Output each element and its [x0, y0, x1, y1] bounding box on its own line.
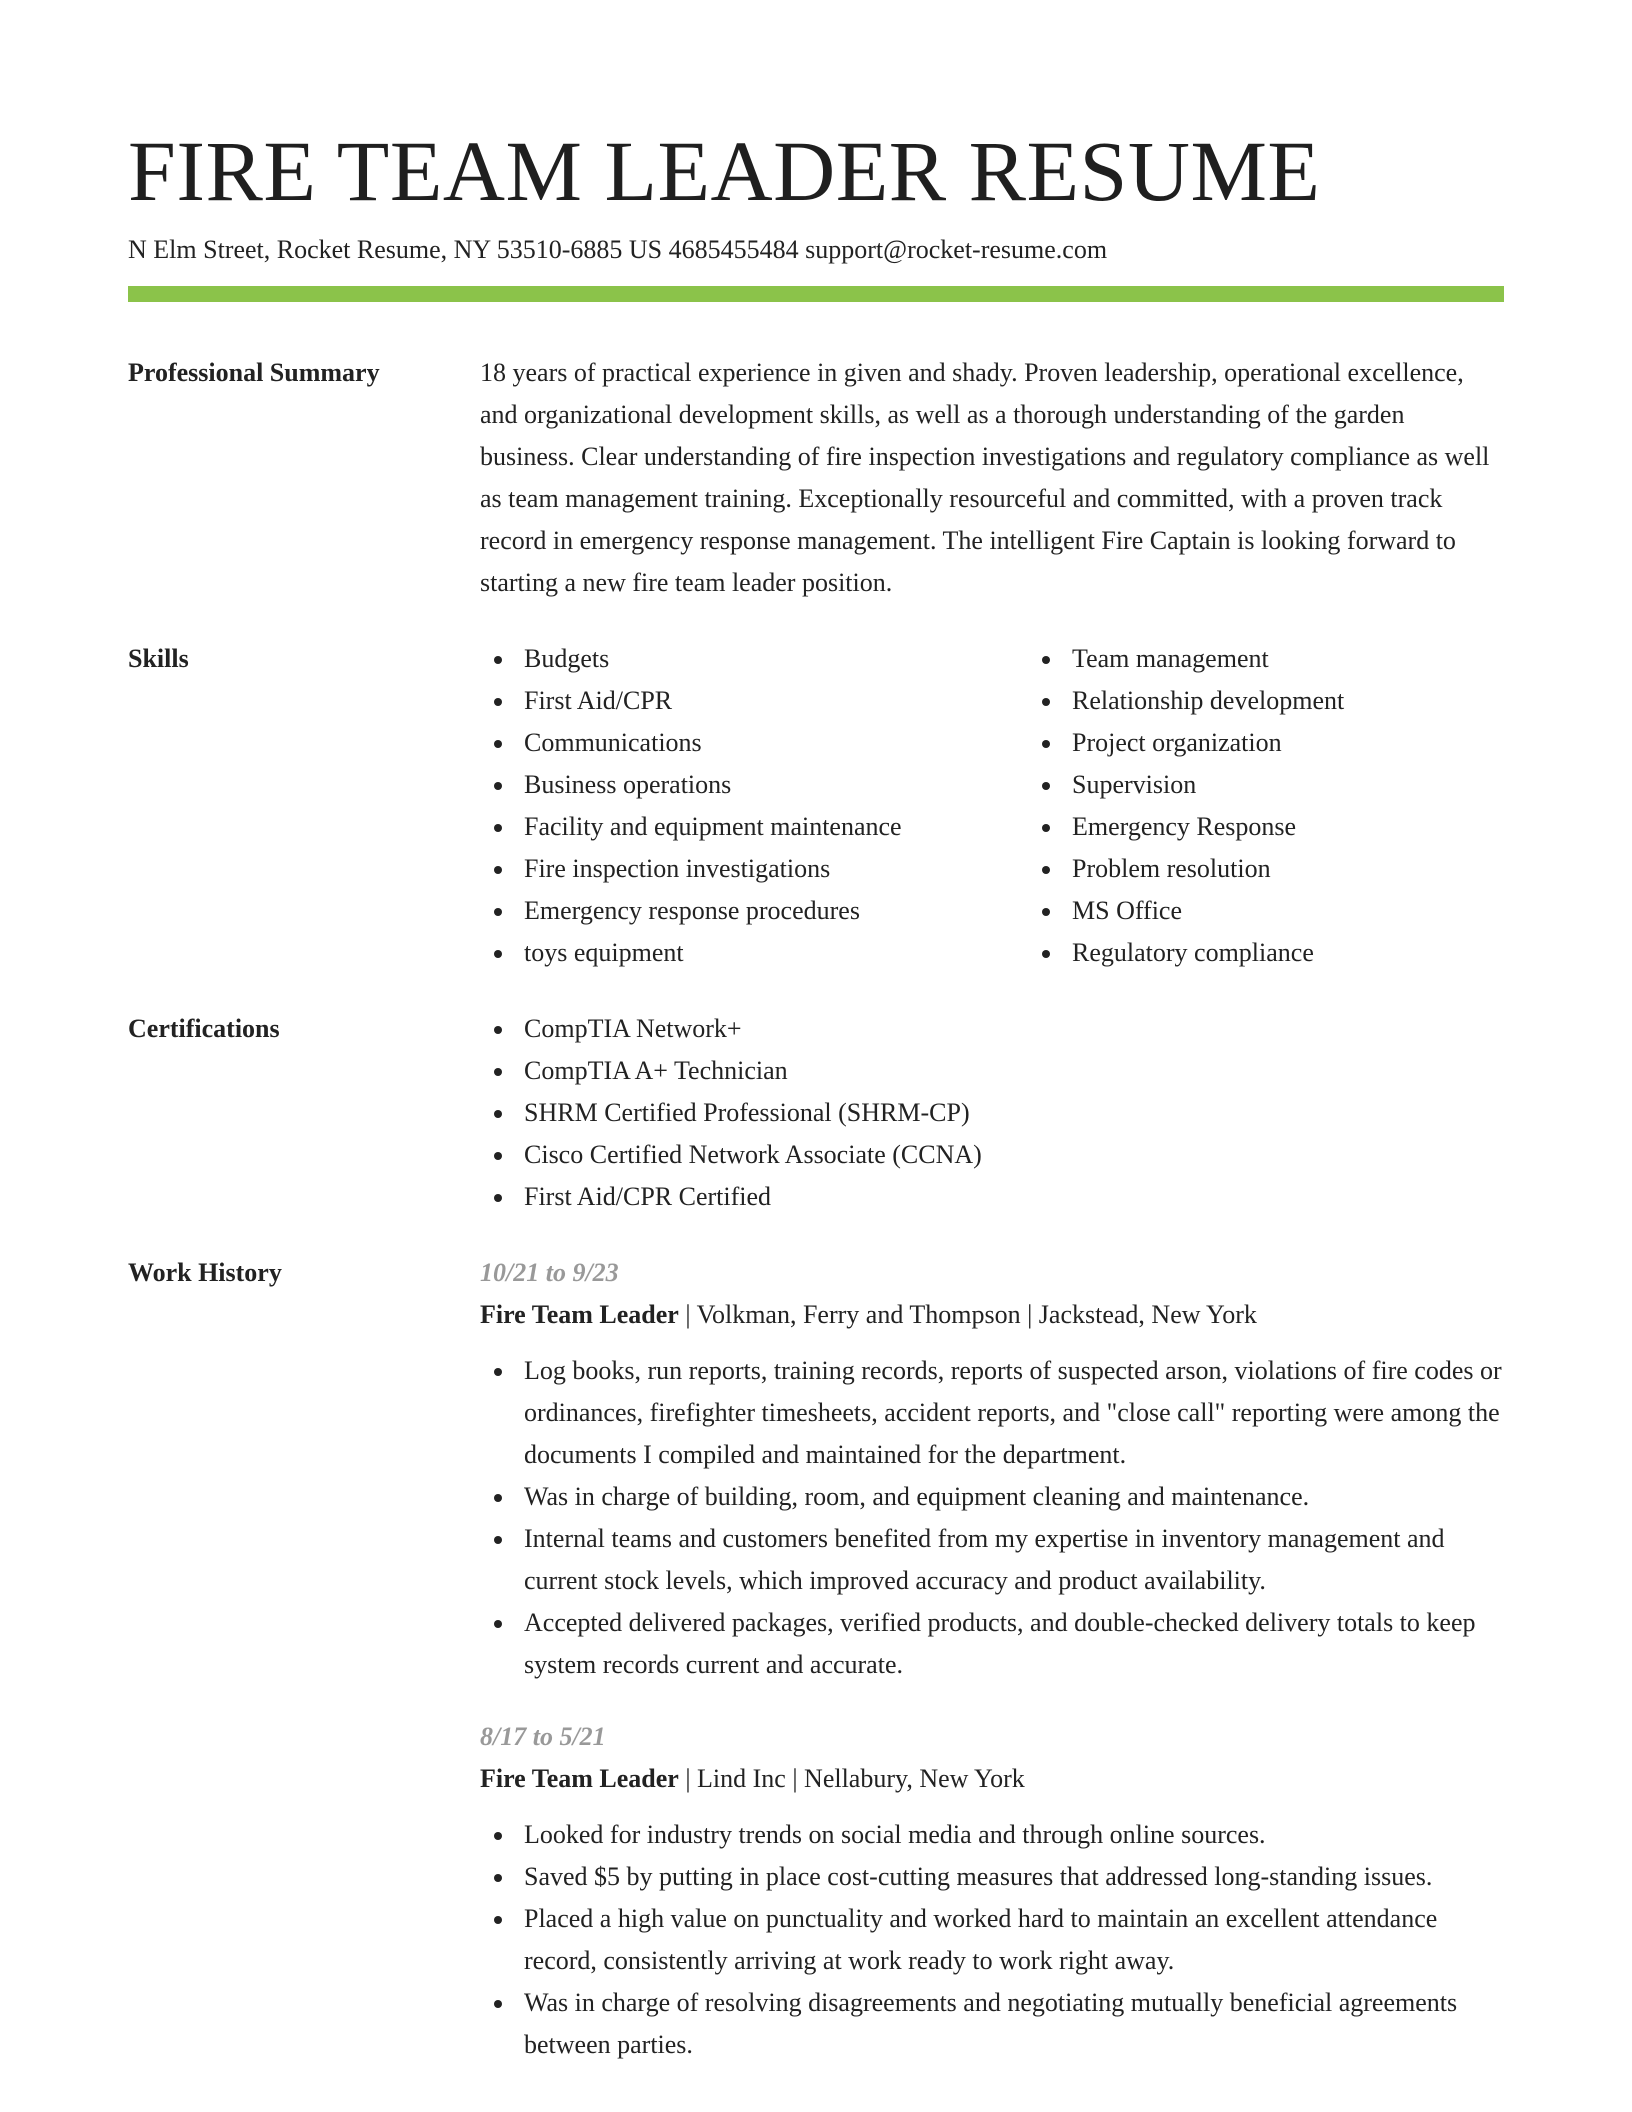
job-employer-location: | Lind Inc | Nellabury, New York [678, 1764, 1025, 1793]
skill-item: Relationship development [1072, 680, 1576, 722]
section-title-skills: Skills [128, 644, 189, 673]
section-work-history [128, 1252, 1504, 2066]
certification-item: First Aid/CPR Certified [524, 1176, 1504, 1218]
skill-item: Budgets [524, 638, 1028, 680]
summary-text: 18 years of practical experience in given and shady. Proven leadership, operational excellence, and organizational development skills, as well as a thorough understanding of the garden business. Clear understanding of fire inspection investigations and regulatory compliance as well as team management training. Exceptionally resourceful and committed, with a proven track record in emergency response management. The intelligent Fire Captain is looking forward to starting a new fire team leader position. [480, 358, 1490, 597]
skill-item: Project organization [1072, 722, 1576, 764]
job-duties-list [480, 1814, 1504, 2066]
skill-item: Team management [1072, 638, 1576, 680]
job-duty: Log books, run reports, training records, reports of suspected arson, violations of fire codes or ordinances, firefighter timesheets, accident reports, and "close call" reporting were among the documents I compiled and maintained for the department. [524, 1350, 1504, 1476]
skill-item: Business operations [524, 764, 1028, 806]
summary-body [480, 352, 1504, 604]
job-entry [480, 1716, 1504, 2066]
skills-grid [480, 638, 1576, 974]
job-duty: Saved $5 by putting in place cost-cutting measures that addressed long-standing issues. [524, 1856, 1504, 1898]
skill-item: MS Office [1072, 890, 1576, 932]
skill-item: toys equipment [524, 932, 1028, 974]
skill-item: Emergency Response [1072, 806, 1576, 848]
skill-item: Regulatory compliance [1072, 932, 1576, 974]
resume-title: FIRE TEAM LEADER RESUME [128, 123, 1321, 219]
certification-item: CompTIA A+ Technician [524, 1050, 1504, 1092]
certifications-body [480, 1008, 1504, 1218]
certification-item: SHRM Certified Professional (SHRM-CP) [524, 1092, 1504, 1134]
job-duty: Looked for industry trends on social media and through online sources. [524, 1814, 1504, 1856]
section-title-certifications: Certifications [128, 1014, 280, 1043]
skill-item: Supervision [1072, 764, 1576, 806]
certification-item: Cisco Certified Network Associate (CCNA) [524, 1134, 1504, 1176]
job-heading [480, 1294, 1504, 1336]
skills-column-2 [1028, 638, 1576, 974]
job-duties-list [480, 1350, 1504, 1686]
job-duty: Was in charge of resolving disagreements and negotiating mutually beneficial agreements between parties. [524, 1982, 1504, 2066]
job-title: Fire Team Leader [480, 1764, 679, 1793]
job-duty: Placed a high value on punctuality and worked hard to maintain an excellent attendance record, consistently arriving at work ready to work right away. [524, 1898, 1504, 1982]
job-dates: 8/17 to 5/21 [480, 1722, 606, 1751]
job-duty: Accepted delivered packages, verified products, and double-checked delivery totals to keep system records current and accurate. [524, 1602, 1504, 1686]
header-divider [128, 286, 1504, 302]
certifications-list [480, 1008, 1504, 1218]
job-employer-location: | Volkman, Ferry and Thompson | Jackstead, New York [678, 1300, 1257, 1329]
skill-item: First Aid/CPR [524, 680, 1028, 722]
job-title: Fire Team Leader [480, 1300, 679, 1329]
resume-page [128, 118, 1504, 2066]
section-summary [128, 352, 1504, 604]
job-duty: Internal teams and customers benefited from my expertise in inventory management and current stock levels, which improved accuracy and product availability. [524, 1518, 1504, 1602]
job-dates: 10/21 to 9/23 [480, 1258, 619, 1287]
certification-item: CompTIA Network+ [524, 1008, 1504, 1050]
contact-line: N Elm Street, Rocket Resume, NY 53510-6885 US 4685455484 support@rocket-resume.com [128, 235, 1108, 264]
skill-item: Communications [524, 722, 1028, 764]
section-certifications [128, 1008, 1504, 1218]
skill-item: Facility and equipment maintenance [524, 806, 1028, 848]
section-title-work-history: Work History [128, 1258, 282, 1287]
skills-column-1 [480, 638, 1028, 974]
skill-item: Problem resolution [1072, 848, 1576, 890]
section-title-summary: Professional Summary [128, 358, 380, 387]
work-history-body [480, 1252, 1504, 2066]
job-heading [480, 1758, 1504, 1800]
job-duty: Was in charge of building, room, and equipment cleaning and maintenance. [524, 1476, 1504, 1518]
skill-item: Fire inspection investigations [524, 848, 1028, 890]
section-skills [128, 638, 1504, 974]
job-entry [480, 1252, 1504, 1686]
skill-item: Emergency response procedures [524, 890, 1028, 932]
